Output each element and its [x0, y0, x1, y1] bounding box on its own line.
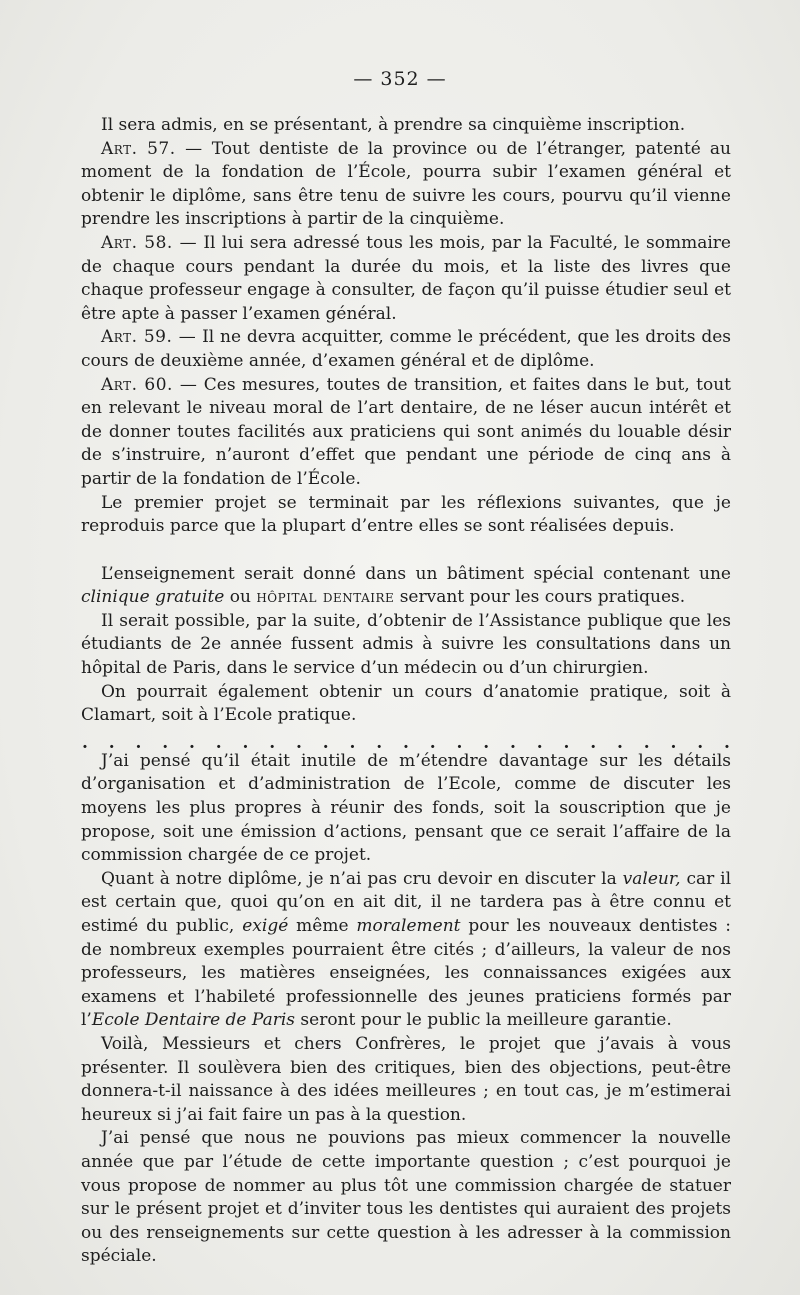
page-body	[81, 114, 731, 1269]
section-gap	[81, 728, 731, 736]
article-59	[81, 326, 731, 373]
ellipsis-dot: .	[724, 735, 730, 750]
paragraph: Quant à notre diplôme, je n’ai pas cru devoir en discuter la valeur, car il est certain que, quoi qu’on en ait dit, il ne tardera pas à être connu et estimé du public, exigé même moralement pour les nouveaux dentistes : de nombreux exemples pourraient être cités ; d’ailleurs, la valeur de nos professeurs, les matières enseignées, les connaissances exigées aux examens et l’habileté professionnelle des jeunes praticiens formés par l’Ecole Dentaire de Paris seront pour le public la meilleure garantie.	[81, 868, 732, 1031]
ellipsis-dot: .	[82, 735, 88, 750]
article-58	[81, 232, 731, 326]
ellipsis-dot: .	[429, 735, 436, 750]
section-gap	[81, 539, 731, 563]
ellipsis-dot: .	[215, 735, 222, 750]
article-label: Art. 57. —	[101, 138, 203, 159]
article-label: Art. 60. —	[101, 374, 198, 395]
ellipsis-dot: .	[189, 735, 195, 750]
article-text: Ces mesures, toutes de transition, et faites dans le but, tout en relevant le niveau moral de l’art dentaire, de ne léser aucun intérêt et de donner toutes facilités aux praticiens qui sont animés du louable désir de s’instruire, n’auront d’effet que pendant une période de cinq ans à partir de la fondation de l’École.	[81, 374, 731, 489]
ellipsis-dot: .	[296, 735, 302, 750]
ellipsis-dot: .	[403, 735, 409, 750]
ellipsis-dot: .	[617, 735, 623, 750]
quote-paragraph: Il serait possible, par la suite, d’obtenir de l’Assistance publique que les étudiants de 2e année fussent admis à suivre les consultations dans un hôpital de Paris, dans le service d’un médecin ou d’un chirurgien.	[81, 610, 731, 679]
ellipsis-dot: .	[563, 735, 570, 750]
quote-paragraph: L’enseignement serait donné dans un bâtiment spécial contenant une clinique gratuite ou hôpital dentaire servant pour les cours pratiques.	[81, 563, 731, 608]
ellipsis-dot: .	[456, 735, 463, 750]
ellipsis-dot: .	[510, 735, 516, 750]
ellipsis-dot: .	[349, 735, 356, 750]
ellipsis-dot: .	[590, 735, 597, 750]
paragraph: Voilà, Messieurs et chers Confrères, le projet que j’avais à vous présenter. Il soulèvera bien des critiques, bien des objections, peut-être donnera-t-il naissance à des idées meilleures ; en tout cas, je m’estimerai heureux si j’ai fait faire un pas à la question.	[81, 1033, 731, 1125]
paragraph: J’ai pensé qu’il était inutile de m’étendre davantage sur les détails d’organisation et d’administration de l’Ecole, comme de discuter les moyens les plus propres à réunir des fonds, soit la souscription que je propose, soit une émission d’actions, pensant que ce serait l’affaire de la commission chargée de ce projet.	[81, 750, 731, 866]
ellipsis-dot: .	[536, 735, 543, 750]
quote-paragraph: On pourrait également obtenir un cours d’anatomie pratique, soit à Clamart, soit à l’Ecole pratique.	[81, 681, 731, 726]
ellipsis-dot: .	[697, 735, 704, 750]
article-label: Art. 59. —	[101, 327, 197, 348]
ellipsis-dot: .	[483, 735, 490, 750]
article-text: Il lui sera adressé tous les mois, par la Faculté, le sommaire de chaque cours pendant la durée du mois, et la liste des livres que chaque professeur engage à consulter, de façon qu’il puisse étudier seul et être apte à passer l’examen général.	[81, 232, 731, 324]
paragraph: J’ai pensé que nous ne pouvions pas mieux commencer la nouvelle année que par l’étude de cette importante question ; c’est pourquoi je vous propose de nommer au plus tôt une commission chargée de statuer sur le présent projet et d’inviter tous les dentistes qui auraient des projets ou des renseignements sur cette question à les adresser à la commission spéciale.	[81, 1128, 731, 1267]
ellipsis-dot: .	[242, 735, 249, 750]
ellipsis-dot: .	[322, 735, 329, 750]
ellipsis-dot: .	[108, 735, 115, 750]
ellipsis-dot: .	[269, 735, 276, 750]
paragraph: Le premier projet se terminait par les réflexions suivantes, que je reproduis parce que la plupart d’entre elles se sont réalisées depuis.	[81, 492, 731, 537]
article-text: Tout dentiste de la province ou de l’étranger, patenté au moment de la fondation de l’École, pourra subir l’examen général et obtenir le diplôme, sans être tenu de suivre les cours, pourvu qu’il vienne prendre les inscriptions à partir de la cinquième.	[81, 138, 732, 230]
ellipsis-dot: .	[643, 735, 650, 750]
ellipsis-dot: .	[162, 735, 169, 750]
page-number: — 352 —	[353, 68, 447, 90]
ellipsis-dot: .	[670, 735, 677, 750]
ellipsis-dot: .	[376, 735, 383, 750]
article-text: Il ne devra acquitter, comme le précédent, que les droits des cours de deuxième année, d’examen général et de diplôme.	[81, 327, 732, 371]
article-57	[81, 138, 731, 232]
ellipsis-divider	[81, 736, 731, 750]
article-label: Art. 58. —	[101, 232, 198, 253]
ellipsis-dot: .	[135, 735, 142, 750]
article-60	[81, 374, 731, 492]
paragraph: Il sera admis, en se présentant, à prendre sa cinquième inscription.	[101, 115, 686, 135]
